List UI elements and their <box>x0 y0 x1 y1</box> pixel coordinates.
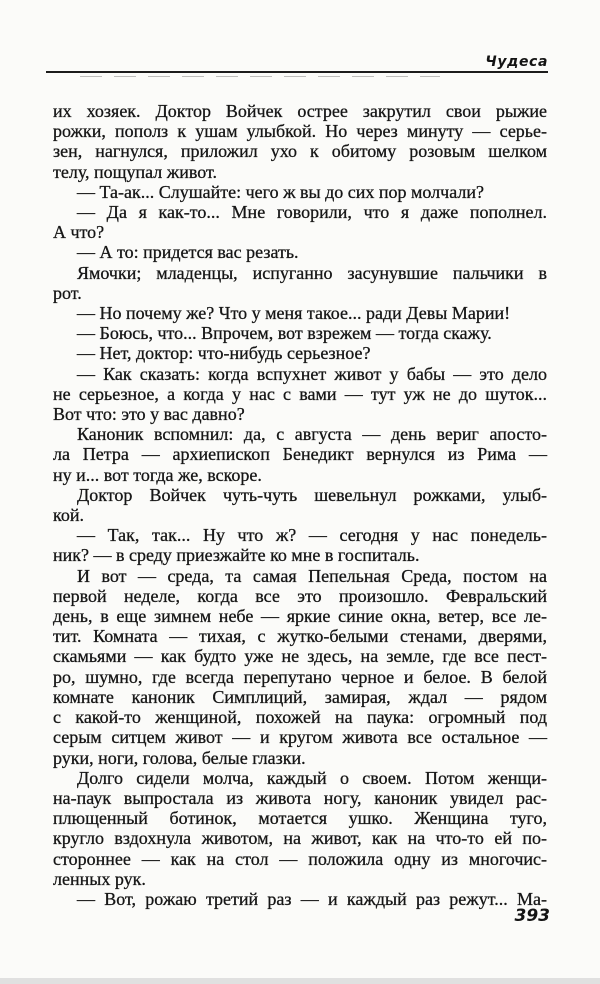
text-line: — Но почему же? Что у меня такое... ради Девы Марии! <box>77 303 511 324</box>
text-line: Вот что: это у вас давно? <box>53 404 245 425</box>
text-line: И вот — среда, та самая Пепельная Среда, постом на <box>77 565 547 586</box>
text-line: Каноник вспомнил: да, с августа — день вериг апосто- <box>77 424 547 445</box>
text-line: — Нет, доктор: что-нибудь серьезное? <box>77 343 371 364</box>
text-block <box>53 101 547 909</box>
text-line: день, в еще зимнем небе — яркие синие окна, ветер, все ле- <box>53 606 547 627</box>
text-line: комнате каноник Симплиций, замирая, ждал — рядом <box>53 686 547 707</box>
text-line: ленных рук. <box>53 868 146 889</box>
text-line: ро, шумно, где всегда перепутано черное и белое. В белой <box>53 666 547 687</box>
paragraph <box>53 242 547 262</box>
page-number: 393 <box>514 906 550 926</box>
paragraph <box>53 202 547 242</box>
paragraph <box>53 768 547 889</box>
text-line: стороннее — как на стол — положила одну из многочис- <box>53 848 547 869</box>
text-line: рожки, пополз к ушам улыбкой. Но через минуту — серье- <box>53 121 547 142</box>
text-line: Долго сидели молча, каждый о своем. Потом женщи- <box>77 767 547 788</box>
header-rule <box>46 71 548 73</box>
running-head-title: Чудеса <box>485 54 548 70</box>
text-line: скамьями — как будто уже не здесь, на земле, где все пест- <box>53 646 547 667</box>
text-line: кой. <box>53 505 84 526</box>
text-line: А что? <box>53 222 105 243</box>
text-line: плющенный ботинок, мотается ушко. Женщина туго, <box>53 808 547 829</box>
text-line: их хозяек. Доктор Войчек острее закрутил свои рыжие <box>53 101 547 121</box>
text-line: ник? — в среду приезжайте ко мне в госпиталь. <box>53 545 420 566</box>
text-line: — Боюсь, что... Впрочем, вот взрежем — тогда скажу. <box>77 323 492 344</box>
text-line: — Как сказать: когда вспухнет живот у бабы — это дело <box>77 363 547 384</box>
paragraph <box>53 343 547 363</box>
paragraph <box>53 424 547 485</box>
paragraph <box>53 303 547 323</box>
paragraph <box>53 182 547 202</box>
text-line: телу, пощупал живот. <box>53 161 218 182</box>
text-line: Доктор Войчек чуть-чуть шевельнул рожками, улыб- <box>77 484 547 505</box>
text-line: — Та-ак... Слушайте: чего ж вы до сих пор молчали? <box>77 181 484 202</box>
text-line: не серьезное, а когда у нас с вами — тут уж не до шуток... <box>53 383 547 404</box>
scan-edge <box>0 978 600 984</box>
paragraph <box>53 101 547 182</box>
header-rule-scan-artifact <box>80 76 440 77</box>
text-line: на-паук выпростала из живота ногу, каноник увидел рас- <box>53 787 547 808</box>
paragraph <box>53 263 547 303</box>
text-line: — Вот, рожаю третий раз — и каждый раз режут... Ма- <box>77 888 547 909</box>
paragraph <box>53 485 547 525</box>
text-line: Ямочки; младенцы, испуганно засунувшие пальчики в <box>77 262 547 283</box>
text-line: ну и... вот тогда же, вскоре. <box>53 464 262 485</box>
text-line: кругло вздохнула животом, на живот, как на что-то ей по- <box>53 828 547 849</box>
text-line: — Так, так... Ну что ж? — сегодня у нас понедель- <box>77 525 547 546</box>
text-line: первой неделе, когда все это произошло. Февральский <box>53 585 547 606</box>
paragraph <box>53 323 547 343</box>
paragraph <box>53 364 547 425</box>
paragraph <box>53 566 547 768</box>
text-line: тит. Комната — тихая, с жутко-белыми стенами, дверями, <box>53 626 547 647</box>
text-line: зен, нагнулся, приложил ухо к обитому розовым шелком <box>53 141 547 162</box>
text-line: — Да я как-то... Мне говорили, что я даже пополнел. <box>77 202 547 223</box>
text-line: рот. <box>53 282 82 303</box>
text-line: с какой-то женщиной, похожей на паука: огромный под <box>53 707 547 728</box>
text-line: руки, ноги, голова, белые глазки. <box>53 747 306 768</box>
text-line: — А то: придется вас резать. <box>77 242 299 263</box>
paragraph <box>53 525 547 565</box>
text-line: серым ситцем живот — и кругом живота все остальное — <box>53 727 547 748</box>
text-line: ла Петра — архиепископ Бенедикт вернулся из Рима — <box>53 444 547 465</box>
